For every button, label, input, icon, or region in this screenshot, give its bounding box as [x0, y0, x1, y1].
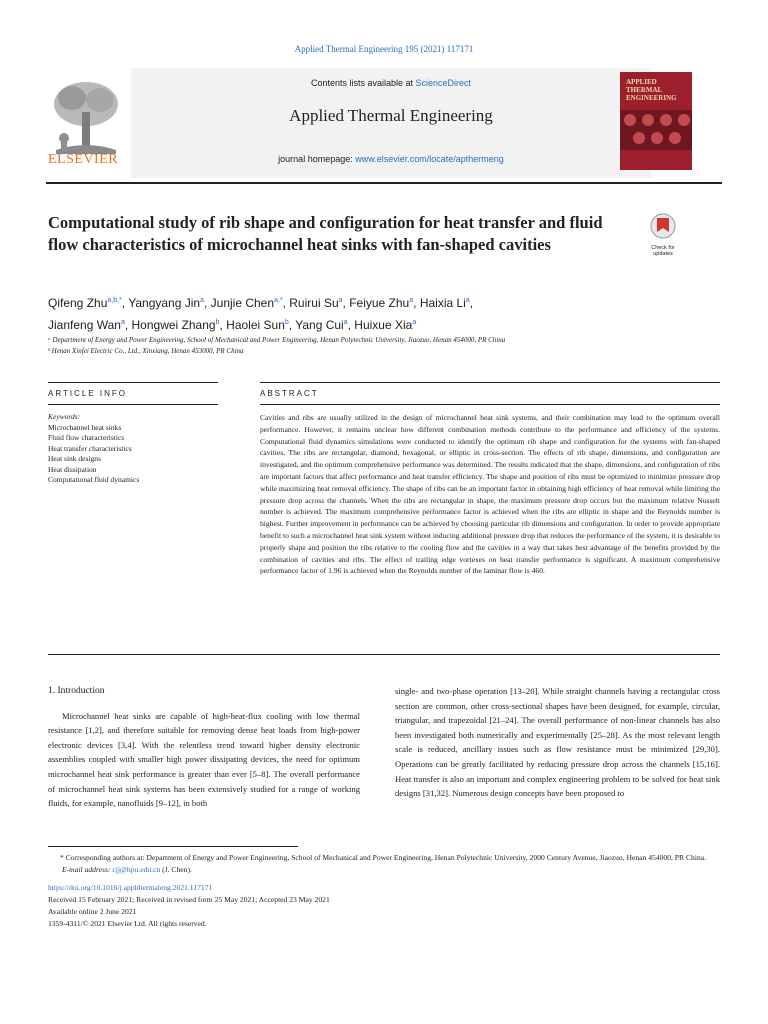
author-name[interactable]: Haixia Li — [419, 296, 466, 310]
author-name[interactable]: Haolei Sun — [226, 318, 285, 332]
corresponding-author-note: * Corresponding authors at: Department of Energy and Power Engineering, School of Mechanical and Power Engineering, Henan Polytechnic University, 2000 Century Avenue, Jiaozuo, Henan 454000, PR China. — [60, 853, 707, 862]
article-info-divider — [48, 382, 218, 383]
author-sup: b — [284, 319, 289, 326]
publisher-wordmark: ELSEVIER — [48, 152, 119, 167]
author-sup: a — [338, 297, 343, 304]
author-sup: a,b,* — [107, 297, 122, 304]
abstract-divider — [260, 404, 720, 405]
check-for-updates-button[interactable] — [646, 212, 680, 256]
received-dates: Received 15 February 2021; Received in revised form 25 May 2021; Accepted 23 May 2021 — [48, 895, 330, 904]
intro-column-1 — [48, 684, 360, 811]
journal-cover-thumbnail[interactable] — [620, 72, 692, 170]
author-name[interactable]: Ruirui Su — [289, 296, 339, 310]
keyword-item[interactable]: Fluid flow characteristics — [48, 433, 125, 442]
author-name[interactable]: Feiyue Zhu — [349, 296, 410, 310]
abstract-bottom-rule — [48, 654, 720, 655]
keyword-item[interactable]: Computational fluid dynamics — [48, 475, 140, 484]
footnotes — [48, 852, 720, 930]
email-line — [48, 864, 720, 876]
author-sup: b — [215, 319, 220, 326]
copyright-line: 1359-4311/© 2021 Elsevier Ltd. All rights reserved. — [48, 919, 207, 928]
journal-banner — [131, 68, 651, 178]
check-updates-label: Check for updates — [651, 245, 675, 257]
keyword-item[interactable]: Heat dissipation — [48, 464, 97, 474]
author-list: Qifeng Zhu$^{a,b,*}$, Yangyang Jin$^a$, Junjie Chen$^{a,*}$, Ruirui Su$^a$, Feiyue Zhu$^a$, Haixia Li$^a$, Jianfeng Wan$^a$, Hongwei Zhang$^b$, Haolei Sun$^b$, Yang Cui$^a$, Huixue Xia$^a$ — [48, 296, 474, 332]
author-sup: a,* — [274, 297, 283, 304]
doi-link[interactable]: https://doi.org/10.1016/j.applthermaleng.2021.117171 — [48, 883, 213, 892]
author-sup: a — [465, 297, 470, 304]
author-name[interactable]: Qifeng Zhu — [48, 296, 108, 310]
abstract-heading: ABSTRACT — [260, 389, 319, 398]
affiliation-a: ᵃ Department of Energy and Power Engineering, School of Mechanical and Power Engineering, Henan Polytechnic University, Jiaozuo, Henan 454000, PR China — [48, 336, 506, 344]
homepage-line — [131, 154, 651, 164]
author-name[interactable]: Huixue Xia — [354, 318, 413, 332]
journal-title: Applied Thermal Engineering — [289, 106, 493, 125]
cover-title-line: APPLIED — [626, 78, 657, 86]
article-info-heading: ARTICLE INFO — [48, 389, 127, 398]
article-info-divider — [48, 404, 218, 405]
keywords-label: Keywords: — [48, 412, 81, 421]
contents-line — [131, 78, 651, 88]
keywords-block — [48, 412, 218, 486]
email-link[interactable]: cjj@hpu.edu.cn — [112, 865, 161, 874]
journal-reference[interactable]: Applied Thermal Engineering 195 (2021) 117171 — [294, 44, 474, 54]
author-sup: a — [120, 319, 125, 326]
abstract-divider — [260, 382, 720, 383]
cover-title-line: ENGINEERING — [626, 94, 677, 102]
author-name[interactable]: Hongwei Zhang — [131, 318, 216, 332]
intro-paragraph-1: Microchannel heat sinks are capable of high-heat-flux cooling with low thermal resistance [1,2], and therefore suitable for removing dense heat loads from high-power electronic devices [3,4]. With the relentless trend toward higher density electronic assemblies coupled with smaller high power dissipating devices, the need for optimum microchannel heat sink performance is greater than ever [5–8]. The overall performance of microchannel heat sink systems has been extensively studied for a range of working fluids, for example, nanofluids [9–12], in both — [48, 710, 360, 809]
online-date: Available online 2 June 2021 — [48, 907, 137, 916]
cover-title-line: THERMAL — [626, 86, 663, 94]
cover-title — [626, 78, 677, 102]
author-name[interactable]: Junjie Chen — [210, 296, 275, 310]
journal-homepage-link[interactable]: www.elsevier.com/locate/apthermeng — [355, 154, 504, 164]
email-label: E-mail address: — [62, 865, 113, 874]
section-heading-introduction: 1. Introduction — [48, 686, 105, 696]
contents-prefix: Contents lists available at — [310, 78, 416, 88]
email-suffix: (J. Chen). — [160, 865, 192, 874]
affiliation-b: ᵇ Henan Xinfei Electric Co., Ltd., Xinxiang, Henan 453000, PR China — [48, 347, 244, 355]
author-name[interactable]: Yang Cui — [295, 318, 344, 332]
author-name[interactable]: Jianfeng Wan — [48, 318, 121, 332]
author-name[interactable]: Yangyang Jin — [128, 296, 201, 310]
homepage-prefix: journal homepage: — [278, 154, 356, 164]
affiliations — [48, 335, 688, 357]
author-sup: a — [409, 297, 414, 304]
keyword-item[interactable]: Heat transfer characteristics — [48, 443, 132, 453]
sciencedirect-link[interactable]: ScienceDirect — [415, 78, 472, 88]
abstract-text: Cavities and ribs are usually utilized in the design of microchannel heat sink systems, and their combination may lead to the optimum overall performance. However, it remains unclear how different combination methods contribute to the performance and efficiency of the systems. Computational fluid dynamics simulations were conducted to identify the optimum rib shape and configuration for the systems with fan-shaped cavities. The ribs are rectangular, diamond, hexagonal, or elliptic in cross-section. The effects of rib shape, dimensions, and configuration are investigated, and the optimum comprehensive performance was determined. The results indicated that the shape, dimensions, and configuration of ribs are important factors that affect performance and heat transfer efficiency. The shape and position of ribs must be optimized to minimize pressure drop while maximizing heat removal efficiency. The shape of ribs can be an important factor in obtaining high efficiency of heat removal while limiting the pressure drop across the channels. When the ribs are rectangular in shape, the maximum pressure drop occurs but the maximum relative Nusselt number is achieved. The maximum comprehensive performance factor is achieved when the ribs are elliptic in shape and the Reynolds number is highest. Further improvement in performance can be achieved by choosing particular rib dimensions and configuration. In order to provide appropriate benefit to such a microchannel heat sink system without inducing additional pressure drop that reduces the performance of the system, it is desirable to properly shape and position the ribs relative to the cooling flow and the cavities in a way that takes best advantage of the benefits provided by the combination of cavities and ribs. The effect of trailing edge vortexes on heat transfer performance is significant. A maximum comprehensive performance factor of 1.96 is achieved when the Reynolds number of the laminar flow is 460. — [260, 413, 720, 576]
author-sup: a — [343, 319, 348, 326]
keyword-item[interactable]: Heat sink designs — [48, 454, 101, 463]
article-title: Computational study of rib shape and configuration for heat transfer and fluid flow characteristics of microchannel heat sinks with fan-shaped cavities — [48, 213, 603, 254]
cover-pattern-icon — [620, 110, 692, 150]
intro-column-2: single- and two-phase operation [13–20]. While straight channels having a rectangular cross section are common, other cross-sectional shapes have been designed, for example, circular, triangular, and trapezoidal [21–24]. The overall performance of non-linear channels has also been investigated both numerically and experimentally [25–28]. As the most relevant length scale is reduced, ancillary issues such as flow resistance must be minimized [29,30]. Operations can be greatly facilitated by reducing pressure drop across the channels [15,16]. Heat transfer is also an important and complex engineering problem to be solved for heat sink designs [31,32]. Numerous design concepts have been proposed to — [395, 686, 720, 799]
check-updates-icon — [646, 212, 680, 240]
journal-header — [46, 68, 722, 178]
author-sup: a — [412, 319, 417, 326]
keyword-item[interactable]: Microchannel heat sinks — [48, 422, 122, 432]
header-divider — [46, 182, 722, 184]
footnote-rule — [48, 846, 298, 847]
author-sup: a — [200, 297, 204, 304]
